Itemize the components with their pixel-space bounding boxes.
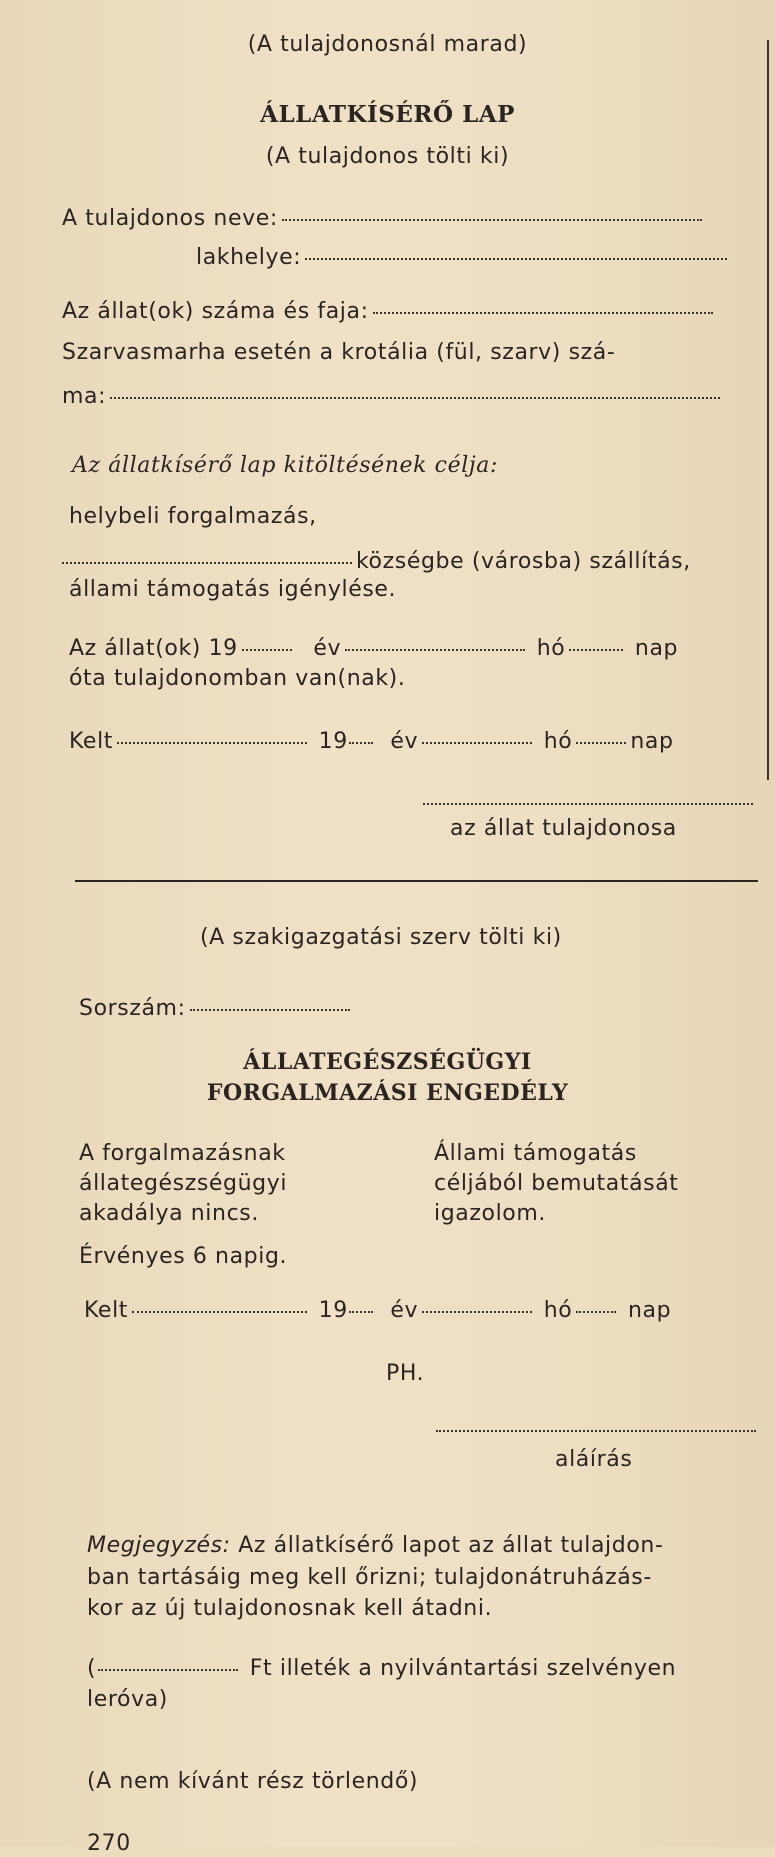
left-col-line2: állategészségügyi	[79, 1171, 288, 1196]
form-subtitle: (A tulajdonos tölti ki)	[265, 144, 510, 169]
dated-month-label: hó	[543, 729, 573, 754]
note-label: Megjegyzés:	[87, 1533, 231, 1558]
authority-signature-dots[interactable]	[436, 1428, 756, 1432]
authority-dated-month-dots[interactable]	[422, 1309, 532, 1313]
owned-since-line	[69, 635, 678, 662]
authority-dated-line	[84, 1297, 671, 1324]
animal-count-label: Az állat(ok) száma és faja:	[62, 299, 369, 324]
note-line1	[87, 1532, 663, 1559]
authority-dated-label: Kelt	[84, 1298, 129, 1323]
remark: (A tulajdonosnál marad)	[247, 32, 528, 57]
purpose-support: állami támogatás igénylése.	[69, 577, 397, 602]
owned-day-label: nap	[634, 636, 679, 661]
purpose-transport: községbe (városba) szállítás,	[356, 549, 691, 574]
right-col-line2: céljából bemutatását	[434, 1171, 679, 1196]
dated-year-label: év	[390, 729, 419, 754]
dated-19: 19	[318, 729, 348, 754]
owned-year-label: év	[313, 636, 342, 661]
tag-number-dots	[110, 395, 720, 399]
dated-line	[69, 728, 674, 755]
owner-signature-dots[interactable]	[423, 801, 753, 805]
dated-day-dots[interactable]	[576, 740, 626, 744]
dated-label: Kelt	[69, 729, 114, 754]
authority-dated-place-dots[interactable]	[132, 1309, 307, 1313]
authority-dated-month-label: hó	[543, 1298, 573, 1323]
note-line3: kor az új tulajdonosnak kell átadni.	[87, 1596, 493, 1621]
section-divider	[75, 880, 758, 882]
page-number: 270	[87, 1831, 131, 1856]
form-title: ÁLLATKÍSÉRŐ LAP	[260, 101, 515, 128]
authority-signature-caption: aláírás	[555, 1447, 633, 1472]
owned-day-dots[interactable]	[569, 647, 623, 651]
permit-title-line1: ÁLLATEGÉSZSÉGÜGYI	[243, 1049, 532, 1075]
serial-field[interactable]	[79, 995, 354, 1022]
note-line2: ban tartásáig meg kell őrizni; tulajdonátruházás-	[87, 1565, 652, 1590]
owned-month-dots[interactable]	[345, 647, 525, 651]
dated-month-dots[interactable]	[422, 740, 532, 744]
owner-name-field[interactable]	[62, 205, 706, 232]
authority-dated-19: 19	[318, 1298, 348, 1323]
owned-prefix: Az állat(ok) 19	[69, 636, 238, 661]
tag-label-line2: ma:	[62, 384, 107, 409]
owned-month-label: hó	[536, 636, 566, 661]
residence-field[interactable]	[196, 244, 731, 271]
fee-line1-text: Ft illeték a nyilvántartási szelvényen	[249, 1656, 677, 1681]
left-col-line1: A forgalmazásnak	[79, 1141, 286, 1166]
residence-label: lakhelye:	[196, 245, 302, 270]
fee-amount-dots[interactable]	[98, 1667, 238, 1671]
serial-label: Sorszám:	[79, 996, 186, 1021]
residence-dots	[305, 256, 727, 260]
deletion-note: (A nem kívánt rész törlendő)	[87, 1769, 419, 1794]
owned-since-text: óta tulajdonomban van(nak).	[69, 666, 406, 691]
tag-number-field[interactable]	[62, 383, 724, 410]
destination-dots	[62, 560, 352, 564]
fee-open-paren: (	[87, 1656, 97, 1681]
left-col-line3: akadálya nincs.	[79, 1201, 259, 1226]
dated-year-dots[interactable]	[349, 740, 373, 744]
authority-heading: (A szakigazgatási szerv tölti ki)	[200, 925, 562, 950]
owner-name-label: A tulajdonos neve:	[62, 206, 278, 231]
owned-year-dots[interactable]	[242, 647, 292, 651]
fee-line2: leróva)	[87, 1687, 168, 1712]
dated-day-label: nap	[630, 729, 674, 754]
tag-label-line1: Szarvasmarha esetén a krotália (fül, szarv) szá-	[62, 340, 616, 365]
purpose-heading: Az állatkísérő lap kitöltésének célja:	[72, 453, 498, 478]
purpose-local: helybeli forgalmazás,	[69, 504, 317, 529]
authority-dated-year-label: év	[390, 1298, 419, 1323]
authority-dated-day-label: nap	[627, 1298, 672, 1323]
animal-count-field[interactable]	[62, 298, 717, 325]
animal-count-dots	[373, 310, 713, 314]
owner-name-dots	[282, 217, 702, 221]
purpose-transport-field[interactable]	[62, 548, 691, 575]
permit-title-line2: FORGALMAZÁSI ENGEDÉLY	[206, 1080, 569, 1106]
right-col-line1: Állami támogatás	[434, 1141, 637, 1166]
authority-dated-year-dots[interactable]	[349, 1309, 373, 1313]
owner-signature-caption: az állat tulajdonosa	[450, 816, 677, 841]
right-col-line3: igazolom.	[434, 1201, 546, 1226]
authority-dated-day-dots[interactable]	[576, 1309, 616, 1313]
dated-place-dots[interactable]	[117, 740, 307, 744]
serial-dots	[190, 1007, 350, 1011]
stamp-place: PH.	[386, 1361, 425, 1386]
note-line1-text: Az állatkísérő lapot az állat tulajdon-	[238, 1533, 664, 1558]
valid-text: Érvényes 6 napig.	[79, 1244, 288, 1269]
fee-line1	[87, 1655, 676, 1682]
